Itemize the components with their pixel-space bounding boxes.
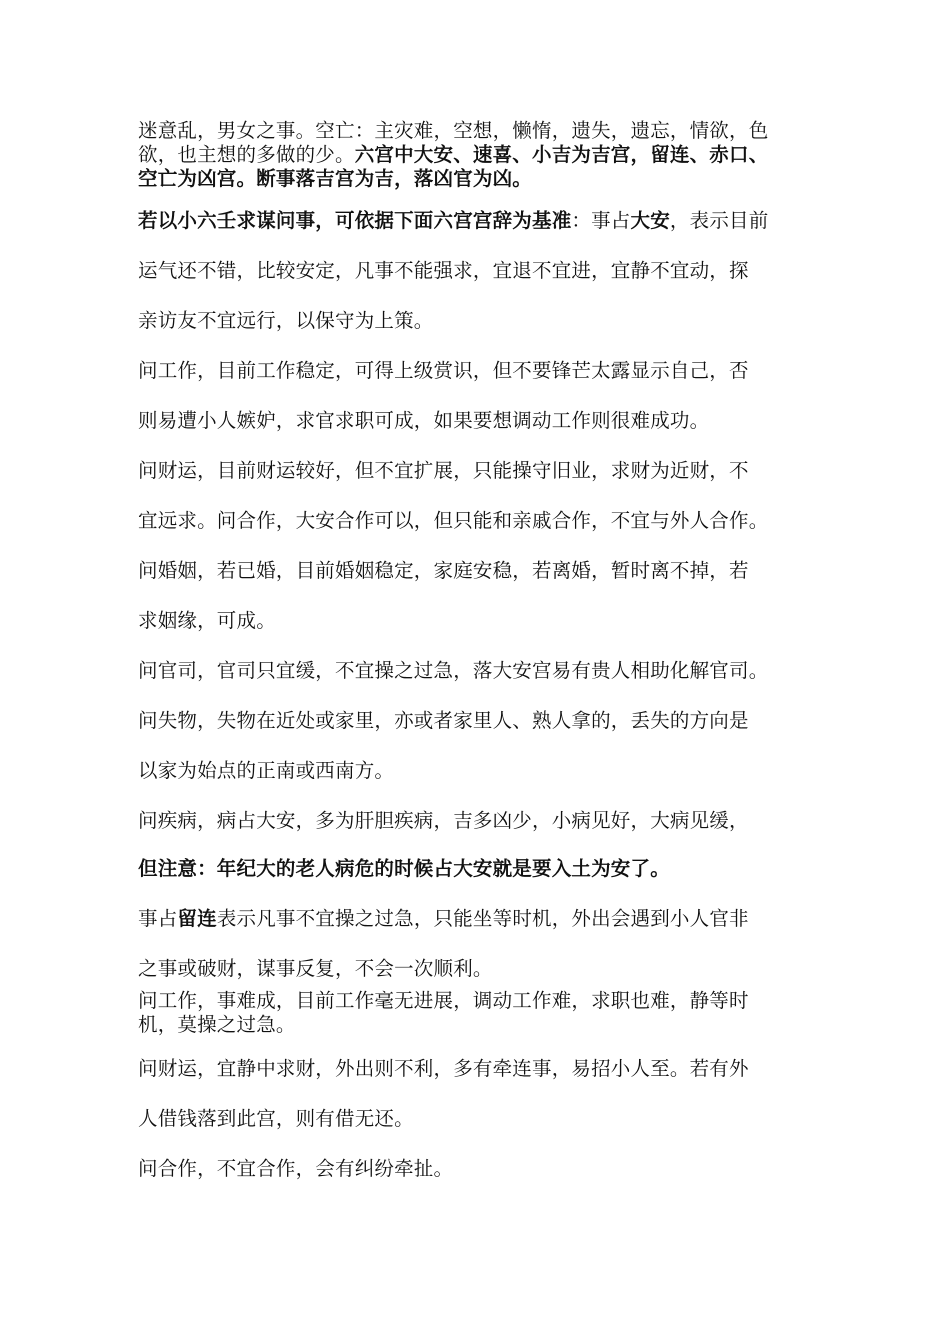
text-line xyxy=(138,1107,414,1131)
text-line xyxy=(138,409,709,433)
text-segment: 欲，也主想的多做的少。 xyxy=(138,143,355,166)
text-segment: 人借钱落到此宫，则有借无还。 xyxy=(138,1107,414,1130)
text-segment: 问婚姻，若已婚，目前婚姻稳定，家庭安稳，若离婚，暂时离不掉，若 xyxy=(138,559,749,582)
text-line xyxy=(138,907,749,931)
text-segment: 问财运，目前财运较好，但不宜扩展，只能操守旧业，求财为近财，不 xyxy=(138,459,749,482)
text-line xyxy=(138,857,670,881)
text-segment: 事占 xyxy=(138,907,178,930)
text-line xyxy=(138,709,749,733)
text-line xyxy=(138,559,749,583)
text-line xyxy=(138,659,768,683)
text-line xyxy=(138,509,768,533)
text-segment: 问官司，官司只宜缓，不宜操之过急，落大安宫易有贵人相助化解官司。 xyxy=(138,659,769,682)
text-line xyxy=(138,119,768,143)
text-line xyxy=(138,167,532,191)
text-segment: 问工作，目前工作稳定，可得上级赏识，但不要锋芒太露显示自己，否 xyxy=(138,359,749,382)
text-line xyxy=(138,1057,749,1081)
bold-text-segment: 六宫中大安、速喜、小吉为吉宫，留连、赤口、 xyxy=(354,143,769,166)
text-segment: 以家为始点的正南或西南方。 xyxy=(138,759,395,782)
bold-text-segment: 但注意：年纪大的老人病危的时候占大安就是要入土为安了。 xyxy=(138,857,670,880)
text-segment: ，表示目前 xyxy=(669,209,769,232)
text-line xyxy=(138,759,394,783)
text-segment: 之事或破财，谋事反复，不会一次顺利。 xyxy=(138,957,493,980)
text-line xyxy=(138,459,749,483)
text-segment: 问失物，失物在近处或家里，亦或者家里人、熟人拿的，丢失的方向是 xyxy=(138,709,749,732)
text-segment: 则易遭小人嫉妒，求官求职可成，如果要想调动工作则很难成功。 xyxy=(138,409,710,432)
text-segment: 求姻缘，可成。 xyxy=(138,609,276,632)
text-line xyxy=(138,259,749,283)
text-segment: 亲访友不宜远行，以保守为上策。 xyxy=(138,309,434,332)
text-line xyxy=(138,957,493,981)
text-segment: 宜远求。问合作，大安合作可以，但只能和亲戚合作，不宜与外人合作。 xyxy=(138,509,769,532)
text-line xyxy=(138,989,749,1013)
text-line xyxy=(138,1157,453,1181)
text-segment: 运气还不错，比较安定，凡事不能强求，宜退不宜进，宜静不宜动，探 xyxy=(138,259,749,282)
text-segment: 迷意乱，男女之事。空亡：主灾难，空想，懒惰，遗失，遗忘，情欲，色 xyxy=(138,119,769,142)
text-segment: 问合作，不宜合作，会有纠纷牵扯。 xyxy=(138,1157,454,1180)
text-segment: 问工作，事难成，目前工作毫无进展，调动工作难，求职也难，静等时 xyxy=(138,989,749,1012)
text-line xyxy=(138,359,749,383)
text-segment: 表示凡事不宜操之过急，只能坐等时机，外出会遇到小人官非 xyxy=(216,907,749,930)
text-line xyxy=(138,209,768,233)
text-line xyxy=(138,309,434,333)
text-line xyxy=(138,143,768,167)
text-line xyxy=(138,809,749,833)
bold-text-segment: 大安 xyxy=(630,209,670,232)
bold-text-segment: 留连 xyxy=(177,907,217,930)
text-line xyxy=(138,609,276,633)
text-line xyxy=(138,1013,296,1037)
bold-text-segment: 若以小六壬求谋问事，可依据下面六宫宫辞为基准 xyxy=(138,209,572,232)
text-segment: ：事占 xyxy=(571,209,631,232)
bold-text-segment: 空亡为凶宫。断事落吉宫为吉，落凶官为凶。 xyxy=(138,167,533,190)
text-segment: 机，莫操之过急。 xyxy=(138,1013,296,1036)
text-segment: 问疾病，病占大安，多为肝胆疾病，吉多凶少，小病见好，大病见缓， xyxy=(138,809,749,832)
text-segment: 问财运，宜静中求财，外出则不利，多有牵连事，易招小人至。若有外 xyxy=(138,1057,749,1080)
